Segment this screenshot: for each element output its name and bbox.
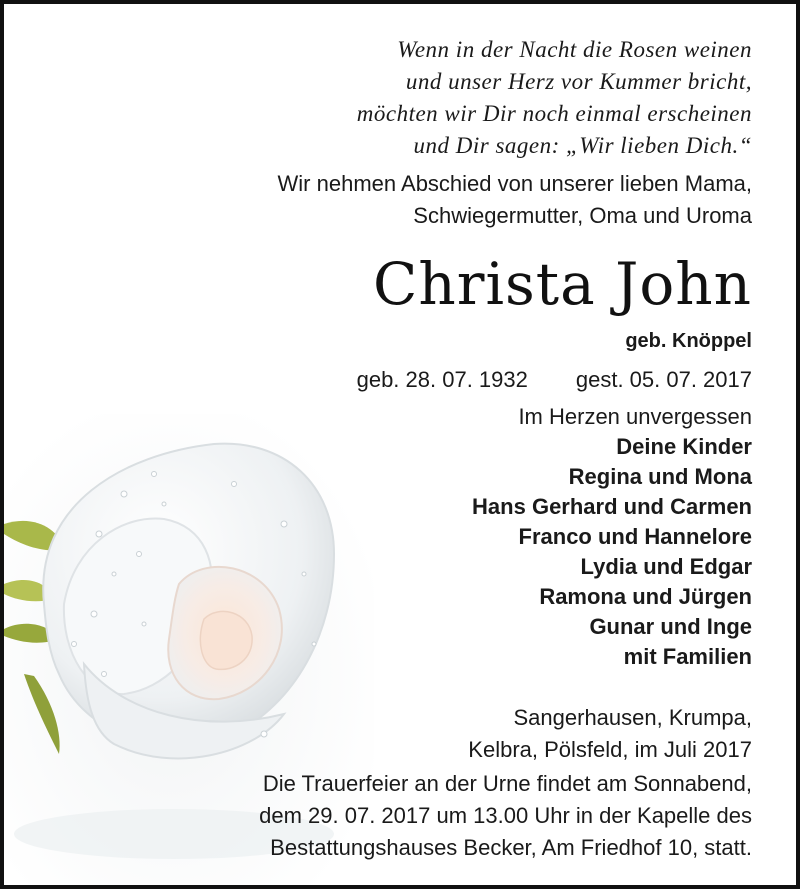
mourner-entry: Gunar und Inge	[589, 614, 752, 639]
poem-line: und unser Herz vor Kummer bricht,	[405, 69, 752, 94]
maiden-name: geb. Knöppel	[625, 330, 752, 352]
mourner-entry: Deine Kinder	[616, 434, 752, 459]
mourner-entry: Ramona und Jürgen	[539, 584, 752, 609]
intro-line: Wir nehmen Abschied von unserer lieben Mama,	[277, 171, 752, 196]
service-line: Bestattungshauses Becker, Am Friedhof 10, statt.	[270, 835, 752, 860]
mourner-entry: mit Familien	[623, 644, 752, 669]
mourners-list	[472, 402, 752, 672]
mourner-entry: Regina und Mona	[568, 464, 752, 489]
poem-line: Wenn in der Nacht die Rosen weinen	[397, 37, 752, 62]
service-line: dem 29. 07. 2017 um 13.00 Uhr in der Kapelle des	[259, 803, 752, 828]
memorial-poem	[357, 34, 752, 162]
farewell-intro	[278, 168, 752, 232]
life-dates	[357, 364, 752, 396]
mourner-entry: Franco und Hannelore	[518, 524, 752, 549]
place-line: Kelbra, Pölsfeld, im Juli 2017	[468, 737, 752, 762]
service-line: Die Trauerfeier an der Urne findet am Sonnabend,	[262, 771, 752, 796]
intro-line: Schwiegermutter, Oma und Uroma	[413, 203, 752, 228]
deceased-name: Christa John	[373, 250, 752, 318]
poem-line: und Dir sagen: „Wir lieben Dich.“	[413, 133, 752, 158]
mourner-entry: Hans Gerhard und Carmen	[472, 494, 752, 519]
place-line: Sangerhausen, Krumpa,	[513, 705, 752, 730]
poem-line: möchten wir Dir noch einmal erscheinen	[356, 101, 752, 126]
birth-date: geb. 28. 07. 1932	[356, 367, 528, 392]
remembrance-line: Im Herzen unvergessen	[518, 404, 752, 429]
place-and-date	[468, 702, 752, 766]
mourner-entry: Lydia und Edgar	[580, 554, 752, 579]
death-date: gest. 05. 07. 2017	[575, 367, 752, 392]
funeral-service-info	[259, 768, 752, 864]
